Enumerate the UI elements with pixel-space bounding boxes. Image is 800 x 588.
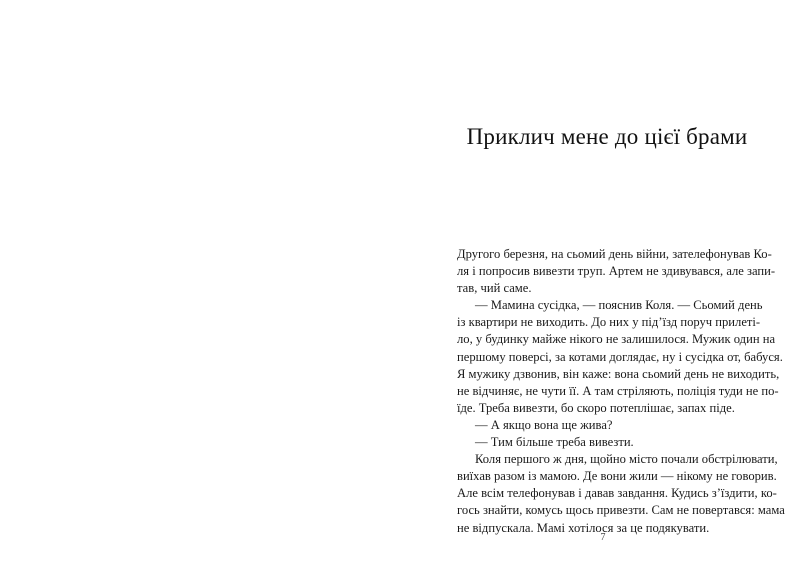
- text-line: їде. Треба вивезти, бо скоро потеплішає, запах піде.: [457, 400, 735, 415]
- chapter-title: Приклич мене до цієї брами: [466, 124, 748, 149]
- right-page: [457, 0, 785, 588]
- text-line: Другого березня, на сьомий день війни, зателефонував Ко-: [457, 247, 772, 261]
- text-line: ля і попросив вивезти труп. Артем не здивувався, але запи-: [457, 264, 776, 279]
- text-line: ло, у будинку майже нікого не залишилося. Мужик один на: [457, 332, 776, 347]
- text-line: не відпускала. Мамі хотілося за це подякувати.: [457, 520, 710, 535]
- text-line: першому поверсі, за котами доглядає, ну і сусідка от, бабуся.: [457, 349, 783, 364]
- text-line: — Мамина сусідка, — пояснив Коля. — Сьомий день: [475, 298, 763, 313]
- text-line: гось знайти, комусь щось привезти. Сам не повертався: мама: [457, 503, 785, 518]
- text-line: — Тим більше треба вивезти.: [475, 435, 634, 450]
- text-line: виїхав разом із мамою. Де вони жили — нікому не говорив.: [457, 469, 777, 484]
- text-line: із квартири не виходить. До них у під’їзд поруч прилеті-: [457, 315, 761, 330]
- page-number: 7: [600, 532, 606, 543]
- body-text: [457, 246, 785, 537]
- text-line: Коля першого ж дня, щойно місто почали обстрілювати,: [475, 452, 778, 467]
- text-line: тав, чий саме.: [457, 281, 532, 296]
- text-line: — А якщо вона ще жива?: [475, 417, 613, 432]
- text-line: не відчиняє, не чути її. А там стріляють, поліція туди не по-: [457, 383, 779, 398]
- text-line: Я мужику дзвонив, він каже: вона сьомий день не виходить,: [457, 366, 780, 381]
- text-line: Але всім телефонував і давав завдання. Кудись з’їздити, ко-: [457, 486, 777, 501]
